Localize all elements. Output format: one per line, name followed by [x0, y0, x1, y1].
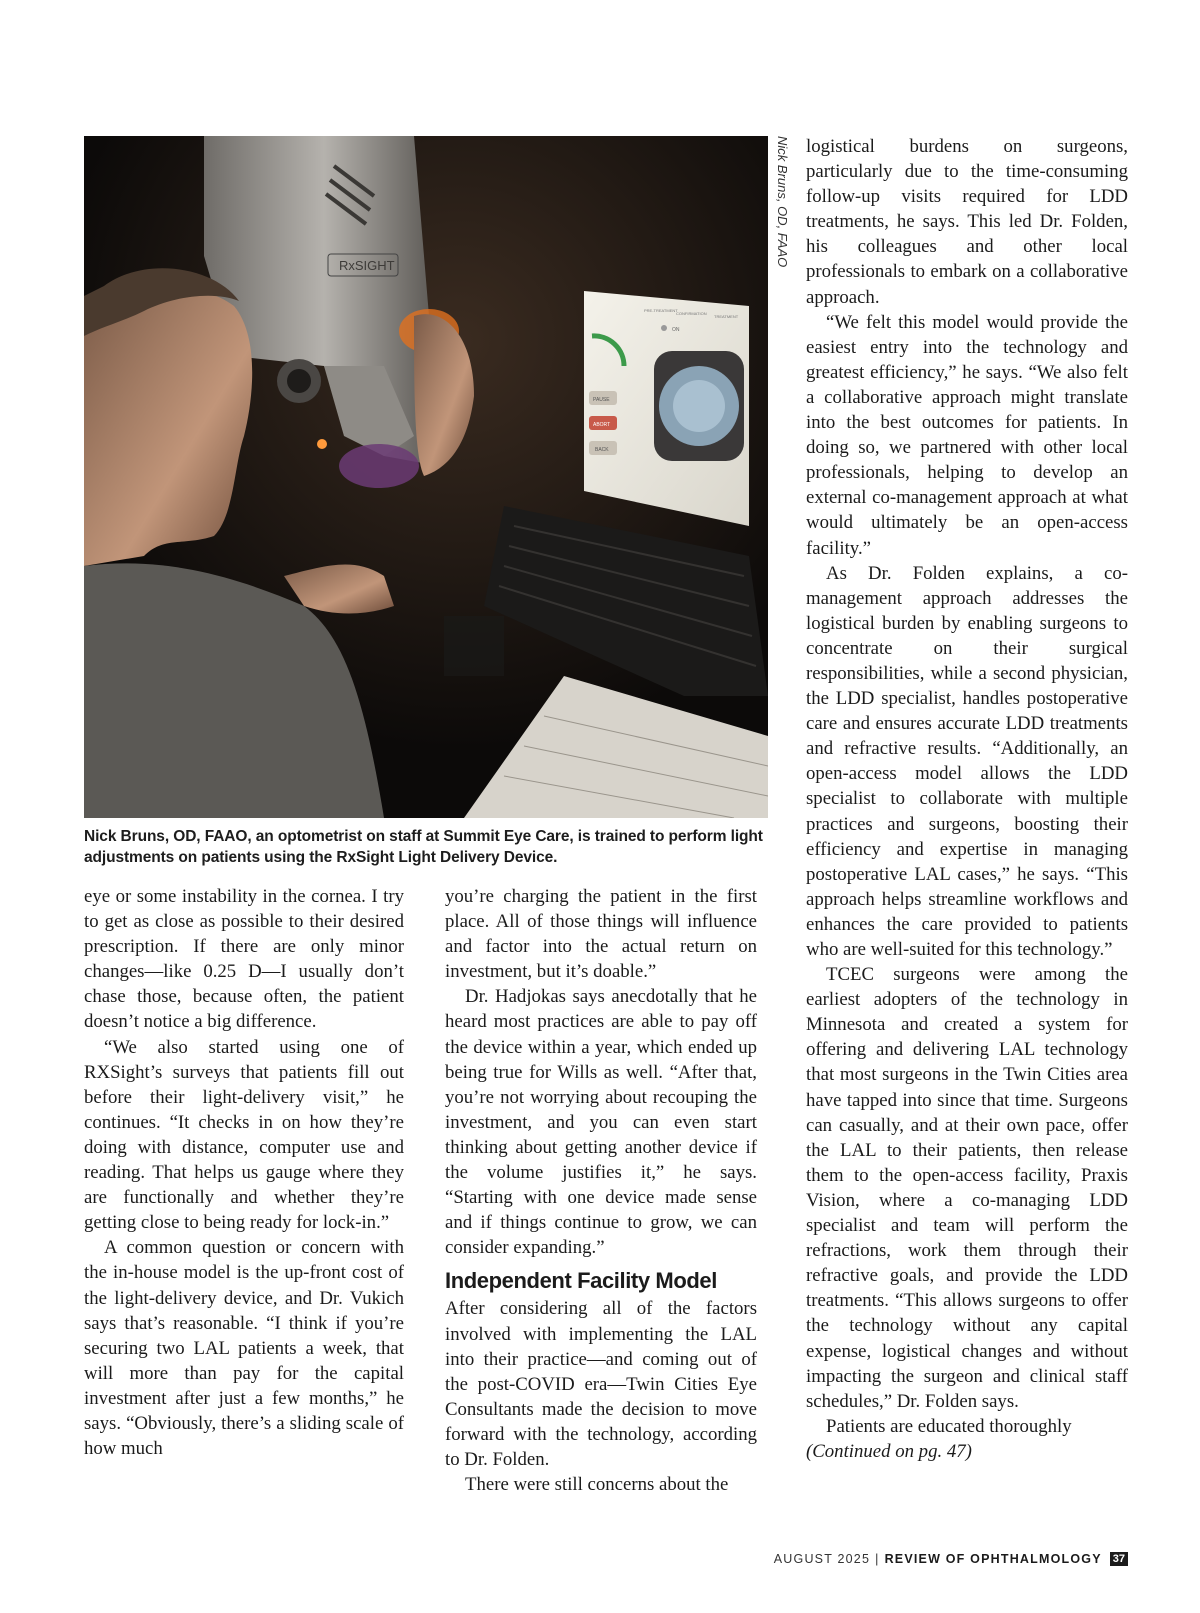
paragraph: A common question or concern with the in-house model is the up-front cost of the light-delivery device, and Dr. Vukich says that’s reasonable. “I think if you’re securing two LAL patients a week, that will more than pay for the capital investment after just a few months,” he says. “Obviously, there’s a sliding scale of how much [84, 1237, 404, 1460]
photo-caption: Nick Bruns, OD, FAAO, an optometrist on staff at Summit Eye Care, is trained to perform light adjustments on patients using the RxSight Light Delivery Device. [84, 828, 763, 866]
article-column-1 [84, 884, 404, 1461]
article-column-3 [806, 134, 1128, 1464]
article-column-2 [445, 884, 757, 1497]
svg-text:CONFIRMATION: CONFIRMATION [676, 311, 707, 316]
paragraph: logistical burdens on surgeons, particularly due to the time-consuming follow-up visits required for LDD treatments, he says. This led Dr. Folden, his colleagues and other local professionals to embark on a collaborative approach. [806, 136, 1128, 308]
photo-illustration [84, 136, 768, 818]
paragraph: “We felt this model would provide the easiest entry into the technology and greatest efficiency,” he says. “We also felt a collaborative approach might translate into the best outcomes for patients. In doing so, we partnered with other local professionals, helping to develop an external co-management approach at what would ultimately be an open-access facility.” [806, 311, 1128, 559]
paragraph: There were still concerns about the [465, 1474, 729, 1496]
svg-text:PRE-TREATMENT: PRE-TREATMENT [644, 308, 678, 313]
paragraph: Dr. Hadjokas says anecdotally that he heard most practices are able to pay off the device within a year, which ended up being true for Wills as well. “After that, you’re not worrying about recouping the investment, and you can even start thinking about getting another device if the volume justifies it,” he says. “Starting with one device made sense and if things continue to grow, we can consider expanding.” [445, 986, 757, 1259]
svg-text:PAUSE: PAUSE [593, 397, 610, 403]
paragraph: eye or some instability in the cornea. I try to get as close as possible to their desired prescription. If there are only minor changes—like 0.25 D—I usually don’t chase those, because often, the patient doesn’t notice a big difference. [84, 886, 404, 1033]
paragraph: “We also started using one of RXSight’s surveys that patients fill out before their light-delivery visit,” he continues. “It checks in on how they’re doing with distance, computer use and reading. That helps us gauge where they are functionally and whether they’re getting close to being ready for lock-in.” [84, 1036, 404, 1234]
photo-credit [770, 136, 790, 276]
svg-text:TREATMENT: TREATMENT [714, 314, 739, 319]
section-subhead: Independent Facility Model [445, 1268, 717, 1294]
continued-note: (Continued on pg. 47) [806, 1440, 972, 1462]
page-footer [774, 1552, 1128, 1566]
photo-credit-text: Nick Bruns, OD, FAAO [775, 136, 790, 268]
paragraph: TCEC surgeons were among the earliest adopters of the technology in Minnesota and created a system for offering and delivering LAL technology that most surgeons in the Twin Cities area have tapped into since that time. Surgeons can casually, and at their own pace, offer the LAL to their patients, then release them to the open-access facility, Praxis Vision, where a co-managing LDD specialist and team will perform the refractions, work them through their refractive goals, and provide the LDD treatments. “This allows surgeons to offer the technology without any capital expense, logistical changes and without impacting the surgeon and clinical staff schedules,” Dr. Folden says. [806, 964, 1128, 1412]
paragraph: As Dr. Folden explains, a co-management approach addresses the logistical burden by enabling surgeons to concentrate on their surgical responsibilities, while a second physician, the LDD specialist, handles postoperative care and ensures accurate LDD treatments and refractive results. “Additionally, an open-access model allows the LDD specialist to collaborate with multiple practices and surgeons, boosting their efficiency and expertise in managing postoperative LAL cases,” he says. “This approach helps streamline workflows and enhances the care provided to patients who are well-suited for this technology.” [806, 562, 1128, 960]
svg-text:ON: ON [672, 327, 680, 333]
device-logo: RxSIGHT [339, 258, 395, 273]
svg-text:ABORT: ABORT [593, 422, 611, 428]
svg-text:BACK: BACK [595, 447, 609, 453]
paragraph: After considering all of the factors involved with implementing the LAL into their practice—and coming out of the post-COVID era—Twin Cities Eye Consultants made the decision to move forward with the technology, according to Dr. Folden. [445, 1298, 757, 1470]
footer-separator: | [875, 1552, 880, 1566]
magazine-name: REVIEW OF OPHTHALMOLOGY [884, 1552, 1102, 1566]
page-number: 37 [1110, 1552, 1128, 1566]
monitor [584, 291, 749, 526]
paragraph: Patients are educated thoroughly [826, 1415, 1072, 1437]
issue-date: AUGUST 2025 [773, 1552, 871, 1566]
paragraph: you’re charging the patient in the first place. All of those things will influence and factor into the actual return on investment, but it’s doable.” [445, 886, 757, 983]
article-photo [84, 136, 768, 818]
